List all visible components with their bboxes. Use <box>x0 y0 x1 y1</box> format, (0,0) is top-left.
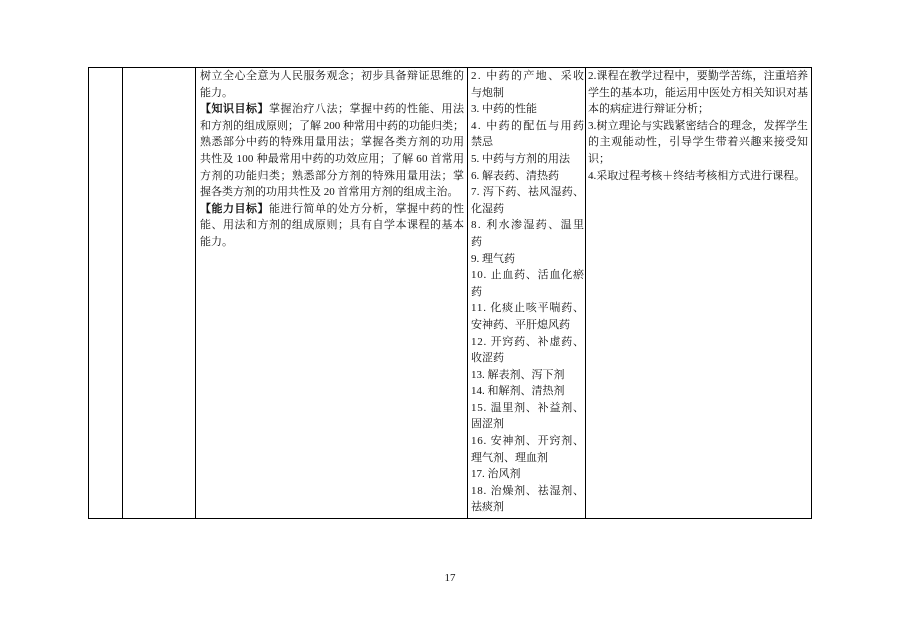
objective-paragraph <box>200 68 464 101</box>
line-text: 9. 理气药 <box>471 252 515 265</box>
line-text: 理气剂、理血剂 <box>471 451 548 464</box>
content-item <box>471 251 584 268</box>
objective-line <box>200 184 464 201</box>
objective-line <box>200 168 464 185</box>
method-line <box>588 134 808 151</box>
content-line <box>471 284 584 301</box>
line-text: 3.树立理论与实践紧密结合的理念，发挥学生 <box>588 119 809 132</box>
content-line <box>471 367 584 384</box>
methods-cell <box>585 67 812 519</box>
line-text: 固涩剂 <box>471 418 504 431</box>
content-line <box>471 350 584 367</box>
line-text: 17. 治风剂 <box>471 468 521 481</box>
line-text: 16. 安神剂、开窍剂、 <box>471 435 585 448</box>
content-item <box>471 151 584 168</box>
line-text: 7. 泻下药、祛风湿药、 <box>471 186 585 199</box>
content-line <box>471 234 584 251</box>
knowledge-objective-paragraph <box>200 101 464 201</box>
content-item <box>471 367 584 384</box>
empty-cell-1 <box>88 67 122 519</box>
method-line <box>588 68 808 85</box>
content-item <box>471 433 584 466</box>
method-item <box>588 168 808 185</box>
line-text: 与炮制 <box>471 86 504 99</box>
line-text: 药 <box>471 285 482 298</box>
line-text: 能、用法和方剂的组成原则；具有自学本课程的基本 <box>200 219 465 232</box>
content-item <box>471 383 584 400</box>
line-text: 化湿药 <box>471 202 504 215</box>
objective-line <box>200 134 464 151</box>
content-item <box>471 267 584 300</box>
content-line <box>471 334 584 351</box>
content-line <box>471 400 584 417</box>
content-cell <box>467 67 585 519</box>
empty-cell-2 <box>122 67 195 519</box>
content-item <box>471 466 584 483</box>
line-text: 方剂的功能归类；熟悉部分方剂的特殊用量用法；掌 <box>200 169 465 182</box>
line-text: 能进行简单的处方分析，掌握中药的性 <box>269 202 465 215</box>
objective-line <box>200 151 464 168</box>
objective-line <box>200 101 464 118</box>
objective-line <box>200 234 464 251</box>
method-line <box>588 151 808 168</box>
method-line <box>588 101 808 118</box>
line-text: 2.课程在教学过程中，要勤学苦练，注重培养 <box>588 70 809 82</box>
method-line <box>588 85 808 102</box>
content-line <box>471 168 584 185</box>
content-line <box>471 450 584 467</box>
line-text: 掌握治疗八法；掌握中药的性能、用法 <box>269 103 465 116</box>
content-line <box>471 217 584 234</box>
content-line <box>471 151 584 168</box>
content-item <box>471 101 584 118</box>
content-item <box>471 300 584 333</box>
line-text: 能力。 <box>200 235 233 248</box>
method-item <box>588 118 808 168</box>
ability-objective-label: 【能力目标】 <box>200 202 269 215</box>
content-item <box>471 68 584 101</box>
line-text: 11. 化痰止咳平喘药、 <box>471 302 585 315</box>
content-item <box>471 400 584 433</box>
line-text: 12. 开窍药、补虚药、 <box>471 335 585 348</box>
content-item <box>471 483 584 516</box>
content-line <box>471 267 584 284</box>
line-text: 2. 中药的产地、采收 <box>471 70 586 82</box>
method-line <box>588 118 808 135</box>
line-text <box>200 103 465 115</box>
line-text: 安神药、平肝熄风药 <box>471 318 570 331</box>
line-text: 5. 中药与方剂的用法 <box>471 152 570 165</box>
line-text: 13. 解表剂、泻下剂 <box>471 368 565 381</box>
line-text: 3. 中药的性能 <box>471 103 537 116</box>
line-text: 8. 利水渗湿药、温里 <box>471 219 586 232</box>
objective-line <box>200 217 464 234</box>
line-text: 18. 治燥剂、祛湿剂、 <box>471 484 585 497</box>
content-item <box>471 118 584 151</box>
content-item <box>471 168 584 185</box>
method-line <box>588 168 808 185</box>
content-line <box>471 85 584 102</box>
objectives-cell <box>195 67 467 519</box>
content-line <box>471 68 584 85</box>
content-line <box>471 118 584 135</box>
line-text: 6. 解表药、清热药 <box>471 169 559 182</box>
content-line <box>471 201 584 218</box>
line-text: 的主观能动性，引导学生带着兴趣来接受知 <box>588 136 809 149</box>
line-text: 收涩药 <box>471 352 504 365</box>
line-text: 共性及 100 种最常用中药的功效应用；了解 60 首常用 <box>200 152 465 165</box>
line-text: 祛痰剂 <box>471 501 504 514</box>
line-text: 10. 止血药、活血化瘀 <box>471 269 585 282</box>
line-text: 学生的基本功，能运用中医处方相关知识对基 <box>588 86 808 99</box>
line-text: 15. 温里剂、补益剂、 <box>471 401 585 414</box>
objective-line <box>200 201 464 218</box>
page-number: 17 <box>444 572 456 584</box>
content-line <box>471 134 584 151</box>
content-line <box>471 483 584 500</box>
content-line <box>471 383 584 400</box>
content-line <box>471 466 584 483</box>
method-item <box>588 68 808 118</box>
content-line <box>471 499 584 516</box>
line-text: 熟悉部分中药的特殊用量用法；掌握各类方剂的功用 <box>200 136 465 149</box>
line-text: 4. 中药的配伍与用药 <box>471 119 586 132</box>
content-item <box>471 184 584 217</box>
line-text <box>200 203 465 215</box>
line-text: 识； <box>588 152 610 165</box>
knowledge-objective-label: 【知识目标】 <box>200 103 269 116</box>
content-line <box>471 416 584 433</box>
content-item <box>471 217 584 250</box>
content-line <box>471 433 584 450</box>
objective-line <box>200 68 464 85</box>
content-line <box>471 251 584 268</box>
content-line <box>471 101 584 118</box>
content-line <box>471 300 584 317</box>
line-text: 能力。 <box>200 86 233 99</box>
line-text: 药 <box>471 235 482 248</box>
course-table <box>88 67 812 519</box>
line-text: 树立全心全意为人民服务观念；初步具备辩证思维的 <box>200 70 465 82</box>
ability-objective-paragraph <box>200 201 464 251</box>
line-text: 本的病症进行辩证分析； <box>588 103 709 116</box>
line-text: 和方剂的组成原则；了解 200 种常用中药的功能归类； <box>200 119 464 132</box>
content-line <box>471 317 584 334</box>
objective-line <box>200 85 464 102</box>
line-text: 握各类方剂的功用共性及 20 首常用方剂的组成主治。 <box>200 186 459 199</box>
content-line <box>471 184 584 201</box>
objective-line <box>200 118 464 135</box>
content-item <box>471 334 584 367</box>
line-text: 禁忌 <box>471 136 493 149</box>
line-text: 14. 和解剂、清热剂 <box>471 385 565 398</box>
line-text: 4.采取过程考核＋终结考核相方式进行课程。 <box>588 169 806 182</box>
